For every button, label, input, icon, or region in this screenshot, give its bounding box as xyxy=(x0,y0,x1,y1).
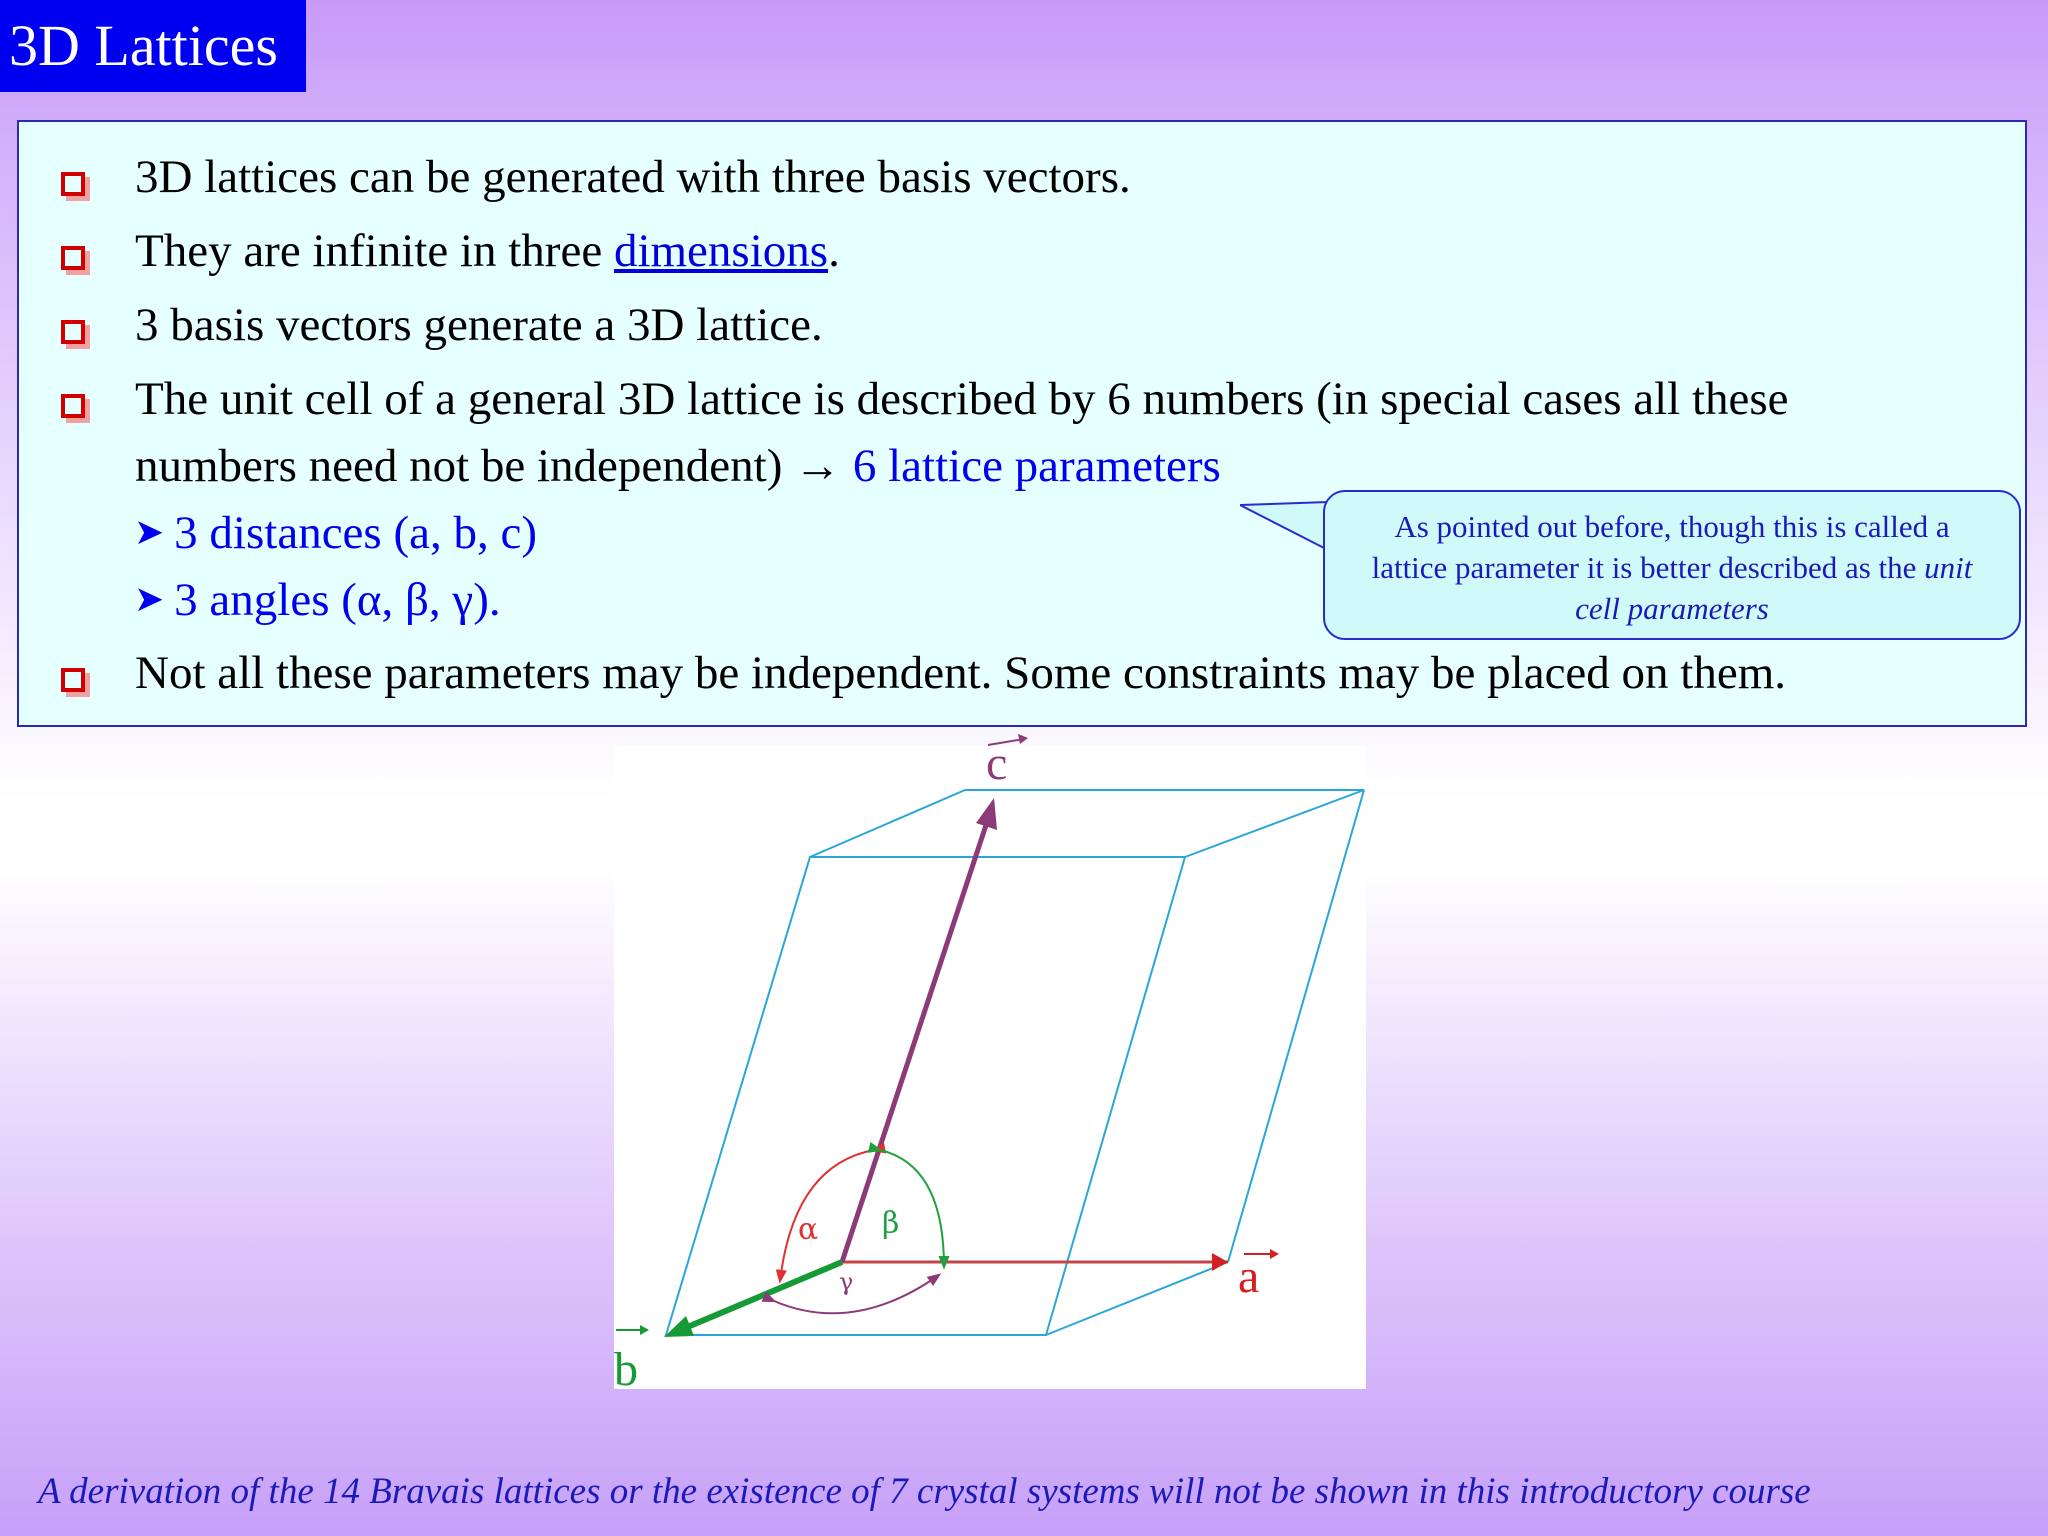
callout-line xyxy=(1335,547,2009,588)
vector-c-line xyxy=(842,813,990,1262)
sub-bullet-angles xyxy=(134,573,501,627)
callout-line xyxy=(1335,588,2009,629)
bullet-text-part: numbers need not be independent) → xyxy=(135,440,853,492)
vector-a-label: a xyxy=(1238,1250,1260,1303)
bullet-text: 3D lattices can be generated with three basis vectors. xyxy=(135,151,1131,203)
checkbox-bullet-icon xyxy=(61,668,85,692)
unit-cell-diagram xyxy=(614,745,1366,1389)
cell-edge xyxy=(1185,790,1364,857)
slide-title: 3D Lattices xyxy=(0,0,306,92)
bullet-text: Not all these parameters may be independent. Some constraints may be placed on them. xyxy=(135,647,1787,699)
vector-b-overarrow-head xyxy=(640,1325,649,1335)
lattice-parameters-text: 6 lattice parameters xyxy=(852,440,1221,492)
sub-bullet-text: 3 angles (α, β, γ). xyxy=(174,574,501,626)
callout-italic-text: unit xyxy=(1924,550,1973,585)
checkbox-bullet-icon xyxy=(61,320,85,344)
callout-italic-text: cell parameters xyxy=(1575,591,1769,626)
bullet-text-part: . xyxy=(828,225,840,277)
unit-cell-svg xyxy=(614,745,1366,1389)
vector-b-line xyxy=(678,1262,842,1331)
bullet-text-continuation xyxy=(135,439,1221,493)
bullet-text: The unit cell of a general 3D lattice is described by 6 numbers (in special cases all these xyxy=(135,373,1789,425)
vector-a-label-group xyxy=(1238,1249,1279,1303)
vector-c-label: c xyxy=(986,745,1008,790)
vector-c-arrowhead xyxy=(976,798,997,830)
bullet-text-part: They are infinite in three xyxy=(135,225,614,277)
arrow-bullet-icon: ➤ xyxy=(134,579,165,620)
sub-bullet-distances xyxy=(134,506,537,560)
vector-b-label-group xyxy=(614,1325,649,1389)
cell-edge xyxy=(1046,1262,1228,1335)
vector-c-overarrow-top xyxy=(984,733,1032,757)
dimensions-link[interactable]: dimensions xyxy=(613,225,829,277)
checkbox-bullet-icon xyxy=(61,172,85,196)
sub-bullet-text: 3 distances (a, b, c) xyxy=(174,507,537,559)
arrow-bullet-icon: ➤ xyxy=(134,512,165,553)
cell-edge xyxy=(1228,790,1364,1262)
callout-text: lattice parameter it is better described as the xyxy=(1371,550,1925,585)
alpha-label: α xyxy=(798,1212,819,1247)
gamma-label: γ xyxy=(839,1268,854,1296)
callout-line: As pointed out before, though this is called a xyxy=(1394,509,1950,544)
vector-b-label: b xyxy=(614,1343,638,1389)
vector-a-overarrow-head xyxy=(1270,1249,1279,1259)
cell-edge xyxy=(810,790,965,857)
checkbox-bullet-icon xyxy=(61,246,85,270)
checkbox-bullet-icon xyxy=(61,394,85,418)
footnote: A derivation of the 14 Bravais lattices or the existence of 7 crystal systems will not be shown in this introductory course xyxy=(38,1471,1811,1512)
beta-label: β xyxy=(882,1206,900,1241)
bullet-text xyxy=(135,224,840,278)
vector-a-arrowhead xyxy=(1212,1253,1228,1271)
callout-note xyxy=(1323,490,2021,640)
bullet-text: 3 basis vectors generate a 3D lattice. xyxy=(135,299,823,351)
